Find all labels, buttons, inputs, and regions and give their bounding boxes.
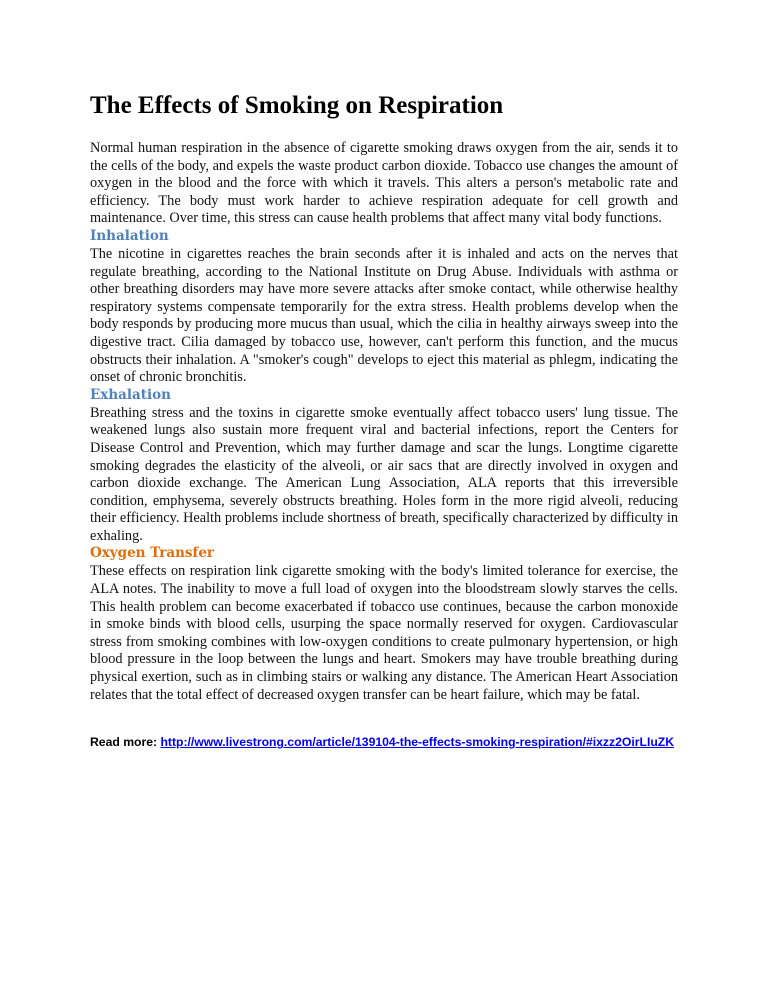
section-text-exhalation: Breathing stress and the toxins in cigarette smoke eventually affect tobacco users' lung tissue. The weakened lungs also sustain more frequent viral and bacterial infections, report the Centers for Disease Control and Prevention, which may further damage and scar the lungs. Longtime cigarette smoking degrades the elasticity of the alveoli, or air sacs that are directly involved in oxygen and carbon dioxide exchange. The American Lung Association, ALA reports that this irreversible condition, emphysema, severely obstructs breathing. Holes form in the more rigid alveoli, reducing their efficiency. Health problems include shortness of breath, specifically characterized by difficulty in exhaling.: [90, 404, 678, 544]
section-text-inhalation: The nicotine in cigarettes reaches the brain seconds after it is inhaled and acts on the nerves that regulate breathing, according to the National Institute on Drug Abuse. Individuals with asthma or other breathing disorders may have more severe attacks after smoke contact, while otherwise healthy respiratory systems compensate temporarily for the extra stress. Health problems develop when the body responds by producing more mucus than usual, which the cilia in healthy airways sweep into the digestive tract. Cilia damaged by tobacco use, however, can't perform this function, and the mucus obstructs their inhalation. A "smoker's cough" develops to eject this material as phlegm, indicating the onset of chronic bronchitis.: [90, 245, 678, 386]
read-more-line: [90, 734, 678, 750]
section-heading-exhalation: Exhalation: [90, 386, 171, 403]
section-heading-inhalation: Inhalation: [90, 227, 169, 244]
section-heading-oxygen-transfer: Oxygen Transfer: [90, 545, 215, 562]
document-title: The Effects of Smoking on Respiration: [90, 92, 504, 119]
read-more-label: Read more:: [90, 735, 158, 750]
section-text-oxygen-transfer: These effects on respiration link cigarette smoking with the body's limited tolerance for exercise, the ALA notes. The inability to move a full load of oxygen into the bloodstream slowly starves the cells. This health problem can become exacerbated if tobacco use continues, because the carbon monoxide in smoke binds with blood cells, usurping the space normally reserved for oxygen. Cardiovascular stress from smoking combines with low-oxygen conditions to create pulmonary hypertension, or high blood pressure in the loop between the lungs and heart. Smokers may have trouble breathing during physical exertion, such as in climbing stairs or walking any distance. The American Heart Association relates that the total effect of decreased oxygen transfer can be heart failure, which may be fatal.: [90, 563, 678, 703]
read-more-link[interactable]: http://www.livestrong.com/article/139104-the-effects-smoking-respiration/#ixzz2OirLIuZK: [160, 735, 675, 750]
intro-paragraph: Normal human respiration in the absence of cigarette smoking draws oxygen from the air, sends it to the cells of the body, and expels the waste product carbon dioxide. Tobacco use changes the amount of oxygen in the blood and the force with which it travels. This alters a person's metabolic rate and efficiency. The body must work harder to achieve respiration adequate for cell growth and maintenance. Over time, this stress can cause health problems that affect many vital body functions.: [90, 140, 678, 227]
